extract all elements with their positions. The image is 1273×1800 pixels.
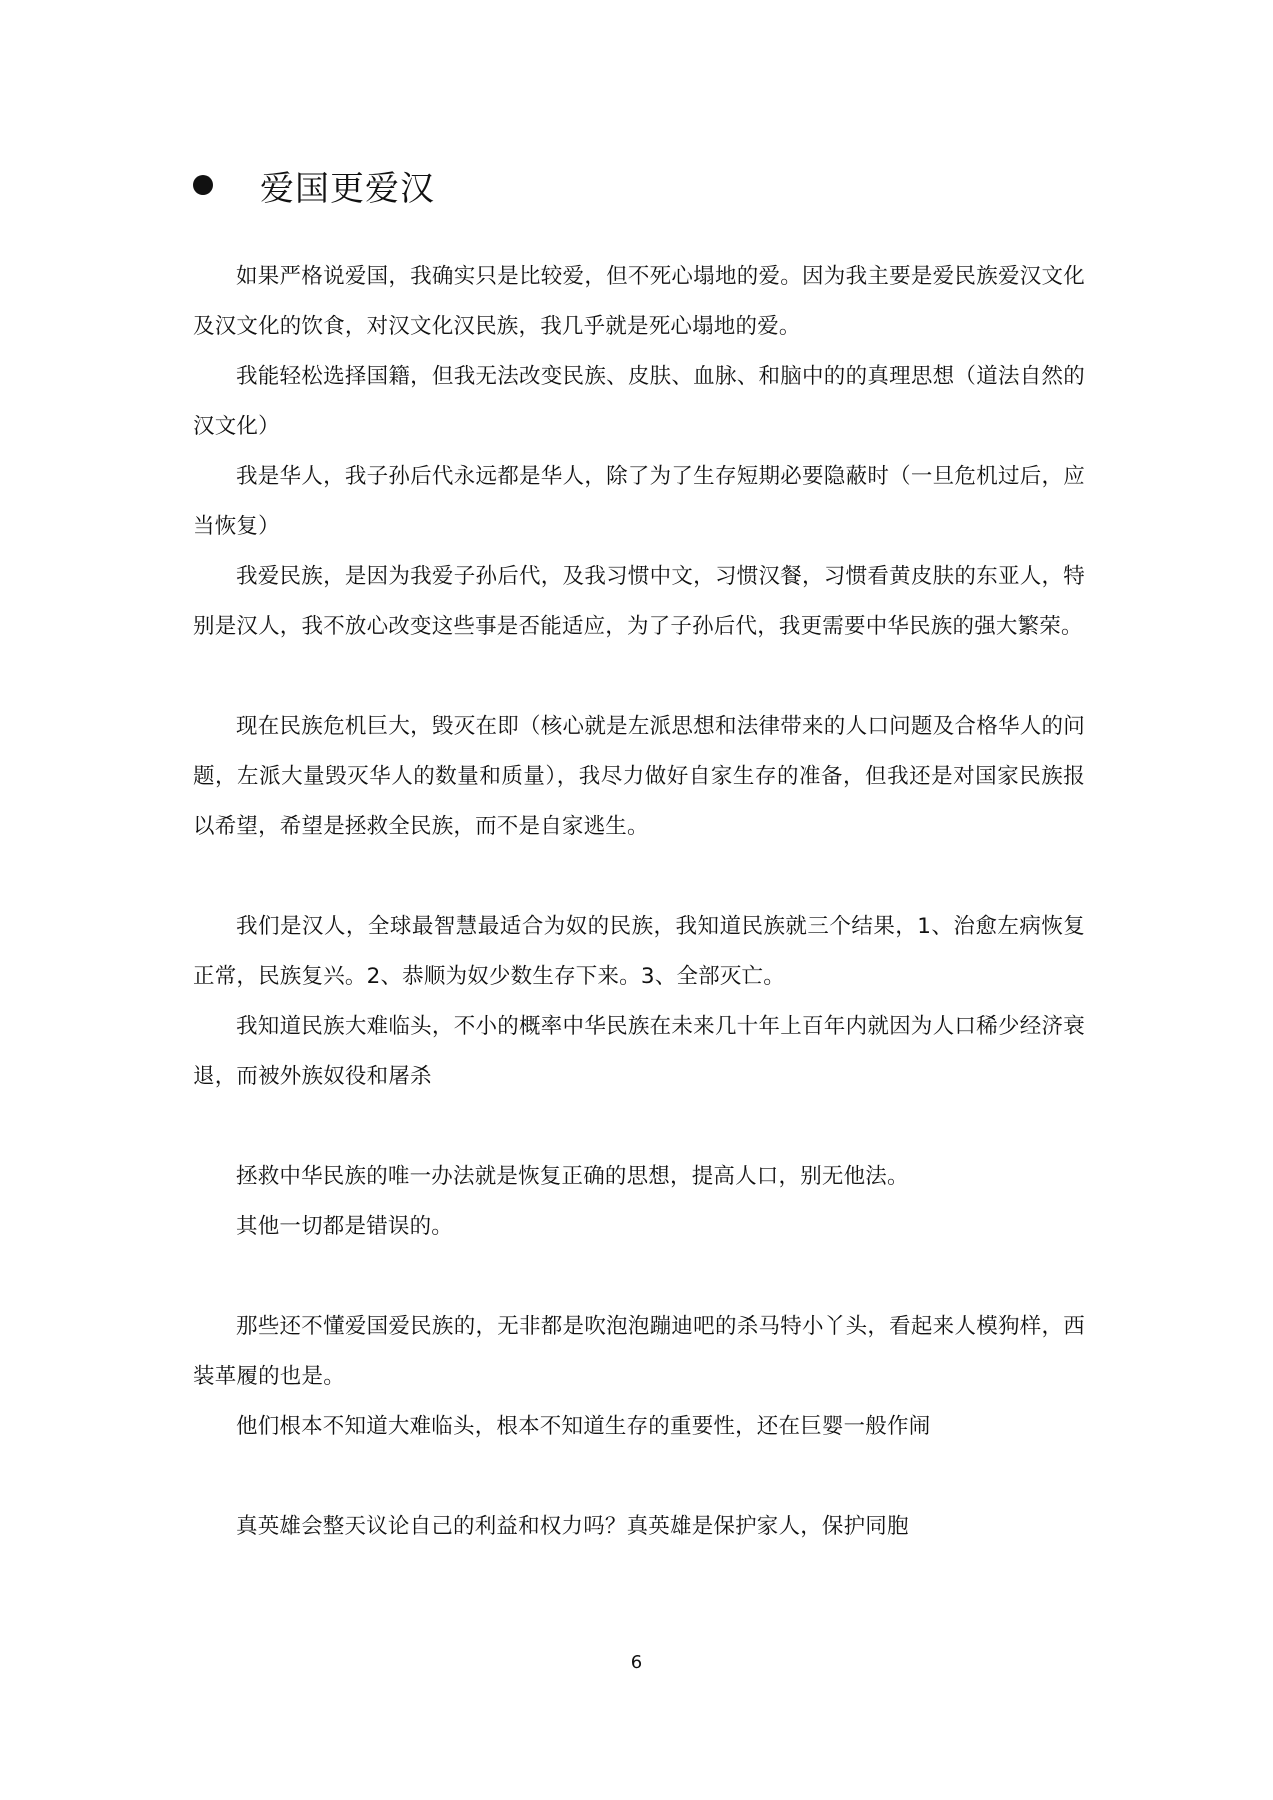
heading-title: 爱国更爱汉 <box>260 168 435 209</box>
bullet-icon <box>193 175 213 195</box>
paragraph: 我是华人，我子孙后代永远都是华人，除了为了生存短期必要隐蔽时（一旦危机过后，应当恢复） <box>193 464 1085 539</box>
blank-line <box>193 1452 1085 1502</box>
paragraph: 真英雄会整天议论自己的利益和权力吗？真英雄是保护家人，保护同胞 <box>236 1514 909 1539</box>
paragraph: 那些还不懂爱国爱民族的，无非都是吹泡泡蹦迪吧的杀马特小丫头，看起来人模狗样，西装革履的也是。 <box>193 1314 1085 1389</box>
page-number: 6 <box>630 1652 643 1673</box>
paragraph: 我能轻松选择国籍，但我无法改变民族、皮肤、血脉、和脑中的的真理思想（道法自然的汉文化） <box>193 364 1085 439</box>
blank-line <box>193 652 1085 702</box>
paragraph: 拯救中华民族的唯一办法就是恢复正确的思想，提高人口，别无他法。 <box>236 1164 909 1189</box>
section-heading <box>193 160 435 210</box>
paragraph: 我知道民族大难临头，不小的概率中华民族在未来几十年上百年内就因为人口稀少经济衰退，而被外族奴役和屠杀 <box>193 1014 1085 1089</box>
blank-line <box>193 1252 1085 1302</box>
paragraph: 我爱民族，是因为我爱子孙后代，及我习惯中文，习惯汉餐，习惯看黄皮肤的东亚人，特别是汉人，我不放心改变这些事是否能适应，为了子孙后代，我更需要中华民族的强大繁荣。 <box>193 564 1085 639</box>
document-body <box>193 252 1085 1552</box>
paragraph: 我们是汉人，全球最智慧最适合为奴的民族，我知道民族就三个结果，1、治愈左病恢复正常，民族复兴。2、恭顺为奴少数生存下来。3、全部灭亡。 <box>193 914 1085 989</box>
blank-line <box>193 852 1085 902</box>
paragraph: 其他一切都是错误的。 <box>236 1214 454 1239</box>
paragraph: 如果严格说爱国，我确实只是比较爱，但不死心塌地的爱。因为我主要是爱民族爱汉文化及汉文化的饮食，对汉文化汉民族，我几乎就是死心塌地的爱。 <box>193 264 1085 339</box>
paragraph: 现在民族危机巨大，毁灭在即（核心就是左派思想和法律带来的人口问题及合格华人的问题，左派大量毁灭华人的数量和质量），我尽力做好自家生存的准备，但我还是对国家民族报以希望，希望是拯救全民族，而不是自家逃生。 <box>193 714 1085 839</box>
paragraph: 他们根本不知道大难临头，根本不知道生存的重要性，还在巨婴一般作闹 <box>236 1414 931 1439</box>
blank-line <box>193 1102 1085 1152</box>
